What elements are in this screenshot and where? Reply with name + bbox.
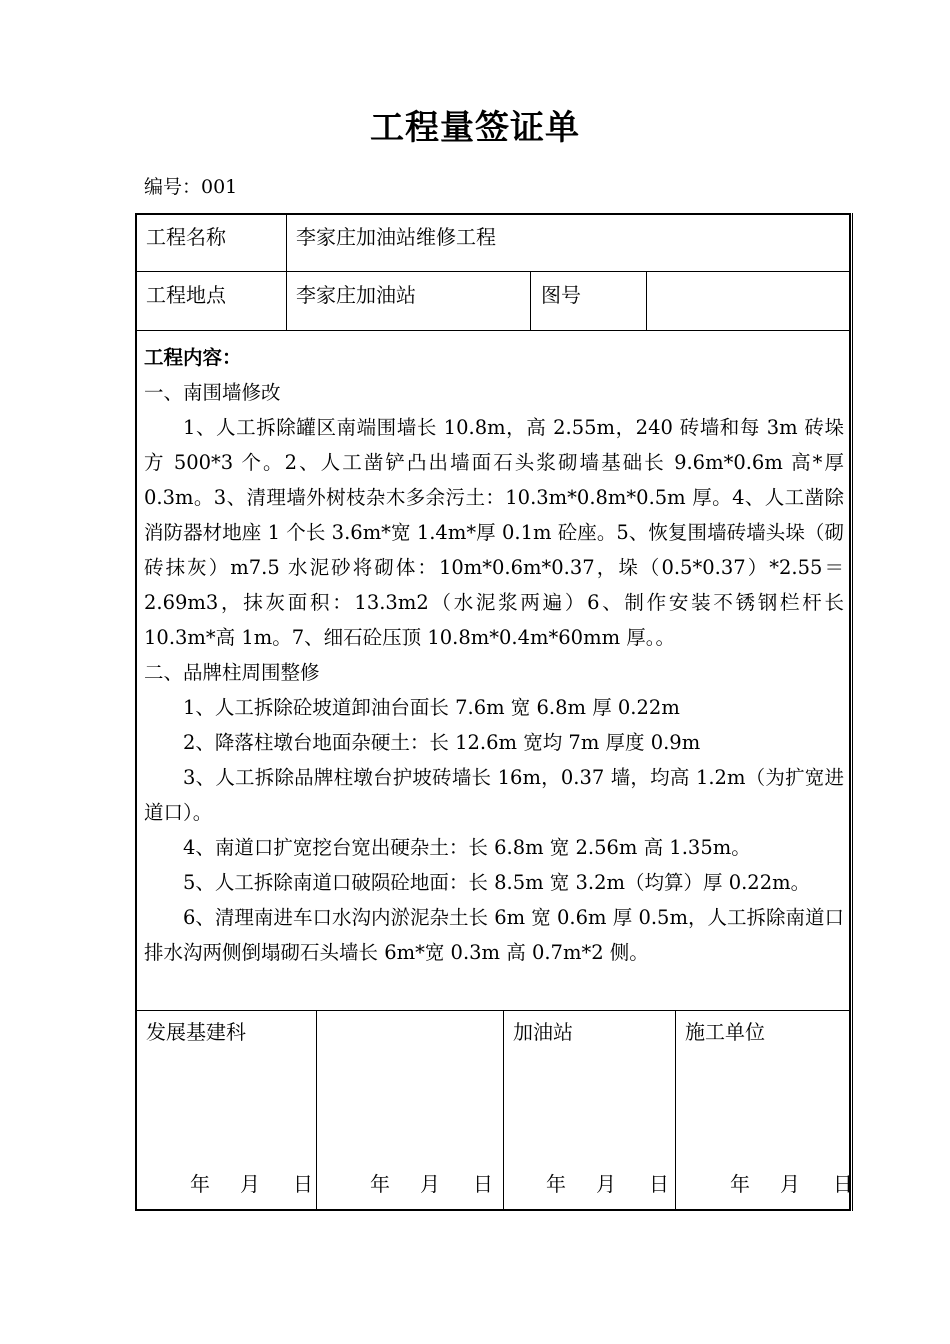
date-month: 月 — [420, 1172, 440, 1196]
signature-date-3 — [546, 1168, 669, 1197]
date-month: 月 — [780, 1172, 800, 1196]
content-paragraph: 2、降落柱墩台地面杂硬土：长 12.6m 宽均 7m 厚度 0.9m — [183, 731, 701, 754]
row-divider-2 — [135, 330, 851, 331]
content-paragraph: 4、南道口扩宽挖台宽出硬杂土：长 6.8m 宽 2.56m 高 1.35m。 — [183, 836, 751, 859]
row-divider-1 — [135, 271, 851, 272]
table-border-right-outer — [852, 213, 853, 1211]
work-content-heading: 工程内容： — [144, 346, 242, 369]
document-number: 编号：001 — [144, 176, 238, 198]
row-divider-3 — [135, 1010, 851, 1011]
date-year: 年 — [730, 1172, 750, 1196]
date-year: 年 — [190, 1172, 210, 1196]
project-location-value: 李家庄加油站 — [296, 283, 416, 307]
signature-date-4 — [730, 1168, 853, 1197]
col-divider-drawing-value — [646, 271, 647, 331]
signature-date-2 — [370, 1168, 493, 1197]
signature-gas-station: 加油站 — [513, 1020, 573, 1044]
content-paragraph: 6、清理南进车口水沟内淤泥杂土长 6m 宽 0.6m 厚 0.5m，人工拆除南道口排水沟两侧倒塌砌石头墙长 6m*宽 0.3m 高 0.7m*2 侧。 — [144, 906, 844, 964]
sig-divider-3 — [675, 1010, 676, 1210]
content-paragraph: 1、人工拆除罐区南端围墙长 10.8m，高 2.55m，240 砖墙和每 3m 砖垛方 500*3 个。2、人工凿铲凸出墙面石头浆砌墙基础长 9.6m*0.6m 高*厚 0.3m。3、清理墙外树枝杂木多余污土：10.3m*0.8m*0.5m 厚。4、人工凿除消防器材地座 1 个长 3.6m*宽 1.4m*厚 0.1m 砼座。5、恢复围墙砖墙头垛（砌砖抹灰）m7.5 水泥砂将砌体：10m*0.6m*0.37，垛（0.5*0.37）*2.55＝2.69m3，抹灰面积：13.3m2（水泥浆两遍）6、制作安装不锈钢栏杆长 10.3m*高 1m。7、细石砼压顶 10.8m*0.4m*60mm 厚。。 — [144, 416, 844, 649]
date-month: 月 — [596, 1172, 616, 1196]
signature-dept-construction: 发展基建科 — [146, 1020, 246, 1044]
date-day: 日 — [473, 1172, 493, 1196]
content-paragraph: 3、人工拆除品牌柱墩台护坡砖墙长 16m，0.37 墙，均高 1.2m（为扩宽进道口）。 — [144, 766, 844, 824]
section-heading: 二、品牌柱周围整修 — [144, 661, 320, 684]
signature-contractor: 施工单位 — [685, 1020, 765, 1044]
work-content — [144, 340, 844, 970]
project-name-label: 工程名称 — [146, 225, 226, 249]
document-title: 工程量签证单 — [370, 108, 580, 148]
table-border-top — [135, 213, 851, 215]
table-border-left — [135, 213, 137, 1211]
date-month: 月 — [240, 1172, 260, 1196]
col-divider-label — [286, 213, 287, 331]
sig-divider-1 — [316, 1010, 317, 1210]
date-day: 日 — [293, 1172, 313, 1196]
date-day: 日 — [833, 1172, 853, 1196]
project-location-label: 工程地点 — [146, 283, 226, 307]
section-heading: 一、南围墙修改 — [144, 381, 281, 404]
col-divider-drawing-label — [530, 271, 531, 331]
content-paragraph: 1、人工拆除砼坡道卸油台面长 7.6m 宽 6.8m 厚 0.22m — [183, 696, 680, 719]
date-year: 年 — [546, 1172, 566, 1196]
project-name-value: 李家庄加油站维修工程 — [296, 225, 496, 249]
content-paragraph: 5、人工拆除南道口破陨砼地面：长 8.5m 宽 3.2m（均算）厚 0.22m。 — [183, 871, 811, 894]
drawing-no-label: 图号 — [541, 283, 581, 307]
table-border-bottom — [135, 1209, 851, 1211]
date-year: 年 — [370, 1172, 390, 1196]
table-border-right — [849, 213, 851, 1211]
sig-divider-2 — [503, 1010, 504, 1210]
date-day: 日 — [649, 1172, 669, 1196]
signature-date-1 — [190, 1168, 313, 1197]
